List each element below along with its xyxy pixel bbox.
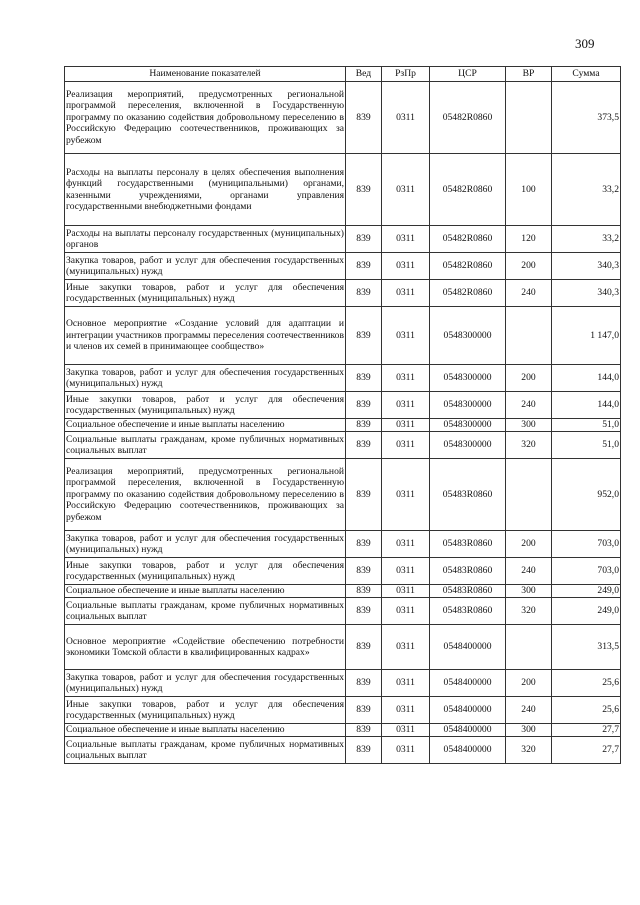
header-row (65, 67, 621, 82)
cell-vr: 200 (506, 253, 552, 280)
cell-sum: 703,0 (552, 531, 621, 558)
cell-csr: 0548400000 (430, 737, 506, 764)
header-rzpr: РзПр (382, 67, 430, 82)
cell-ved: 839 (346, 670, 382, 697)
cell-rzpr: 0311 (382, 253, 430, 280)
cell-rzpr: 0311 (382, 625, 430, 670)
cell-ved: 839 (346, 625, 382, 670)
table-row (65, 724, 621, 737)
cell-name: Иные закупки товаров, работ и услуг для обеспечения государственных (муниципальных) нужд (65, 280, 346, 307)
cell-sum: 249,0 (552, 585, 621, 598)
table-row (65, 419, 621, 432)
cell-rzpr: 0311 (382, 82, 430, 154)
table-row (65, 307, 621, 365)
cell-name: Иные закупки товаров, работ и услуг для обеспечения государственных (муниципальных) нужд (65, 558, 346, 585)
cell-vr (506, 625, 552, 670)
table-row (65, 280, 621, 307)
table-row (65, 226, 621, 253)
cell-name: Социальное обеспечение и иные выплаты населению (65, 419, 346, 432)
cell-name: Реализация мероприятий, предусмотренных региональной программой переселения, включенной в Государственную программу по оказанию содействия добровольному переселению в Российскую Федерацию соотечественников, проживающих за рубежом (65, 459, 346, 531)
table-row (65, 625, 621, 670)
cell-rzpr: 0311 (382, 585, 430, 598)
table-row (65, 558, 621, 585)
cell-sum: 33,2 (552, 154, 621, 226)
cell-name: Закупка товаров, работ и услуг для обеспечения государственных (муниципальных) нужд (65, 670, 346, 697)
cell-sum: 27,7 (552, 737, 621, 764)
cell-csr: 0548300000 (430, 419, 506, 432)
cell-csr: 0548300000 (430, 307, 506, 365)
cell-rzpr: 0311 (382, 459, 430, 531)
cell-vr: 240 (506, 280, 552, 307)
table-row (65, 598, 621, 625)
table-row (65, 392, 621, 419)
cell-sum: 373,5 (552, 82, 621, 154)
cell-csr: 05482R0860 (430, 253, 506, 280)
cell-vr: 320 (506, 737, 552, 764)
cell-ved: 839 (346, 392, 382, 419)
table-row (65, 365, 621, 392)
cell-ved: 839 (346, 307, 382, 365)
cell-vr: 300 (506, 419, 552, 432)
cell-ved: 839 (346, 419, 382, 432)
cell-sum: 25,6 (552, 697, 621, 724)
cell-rzpr: 0311 (382, 280, 430, 307)
cell-csr: 0548400000 (430, 670, 506, 697)
cell-csr: 05483R0860 (430, 585, 506, 598)
cell-rzpr: 0311 (382, 432, 430, 459)
cell-vr: 240 (506, 558, 552, 585)
cell-vr: 240 (506, 697, 552, 724)
cell-sum: 144,0 (552, 392, 621, 419)
cell-sum: 952,0 (552, 459, 621, 531)
cell-ved: 839 (346, 585, 382, 598)
cell-name: Иные закупки товаров, работ и услуг для обеспечения государственных (муниципальных) нужд (65, 392, 346, 419)
table-row (65, 737, 621, 764)
cell-ved: 839 (346, 697, 382, 724)
cell-ved: 839 (346, 82, 382, 154)
page-number: 309 (575, 36, 595, 51)
cell-vr (506, 307, 552, 365)
cell-csr: 0548400000 (430, 625, 506, 670)
cell-sum: 249,0 (552, 598, 621, 625)
header-ved: Вед (346, 67, 382, 82)
cell-name: Социальное обеспечение и иные выплаты населению (65, 585, 346, 598)
cell-rzpr: 0311 (382, 226, 430, 253)
header-csr: ЦСР (430, 67, 506, 82)
cell-csr: 05482R0860 (430, 154, 506, 226)
cell-csr: 05483R0860 (430, 459, 506, 531)
cell-rzpr: 0311 (382, 419, 430, 432)
cell-name: Социальные выплаты гражданам, кроме публичных нормативных социальных выплат (65, 598, 346, 625)
cell-sum: 27,7 (552, 724, 621, 737)
cell-vr: 200 (506, 670, 552, 697)
header-sum: Сумма (552, 67, 621, 82)
cell-vr: 320 (506, 598, 552, 625)
cell-vr: 200 (506, 365, 552, 392)
cell-ved: 839 (346, 598, 382, 625)
cell-sum: 340,3 (552, 253, 621, 280)
cell-csr: 05483R0860 (430, 598, 506, 625)
cell-rzpr: 0311 (382, 392, 430, 419)
cell-sum: 51,0 (552, 419, 621, 432)
cell-name: Основное мероприятие «Создание условий для адаптации и интеграции участников программы переселения соотечественников и членов их семей в принимающее сообщество» (65, 307, 346, 365)
cell-ved: 839 (346, 459, 382, 531)
cell-rzpr: 0311 (382, 307, 430, 365)
cell-name: Закупка товаров, работ и услуг для обеспечения государственных (муниципальных) нужд (65, 531, 346, 558)
table-row (65, 585, 621, 598)
cell-vr: 300 (506, 585, 552, 598)
table-body (65, 82, 621, 764)
cell-name: Социальные выплаты гражданам, кроме публичных нормативных социальных выплат (65, 432, 346, 459)
cell-vr: 100 (506, 154, 552, 226)
cell-csr: 0548400000 (430, 724, 506, 737)
cell-name: Расходы на выплаты персоналу государственных (муниципальных) органов (65, 226, 346, 253)
cell-vr: 240 (506, 392, 552, 419)
table-row (65, 432, 621, 459)
cell-csr: 05482R0860 (430, 82, 506, 154)
table-row (65, 531, 621, 558)
table-row (65, 697, 621, 724)
cell-rzpr: 0311 (382, 558, 430, 585)
cell-rzpr: 0311 (382, 670, 430, 697)
table-row (65, 82, 621, 154)
cell-rzpr: 0311 (382, 598, 430, 625)
cell-csr: 05482R0860 (430, 280, 506, 307)
header-vr: ВР (506, 67, 552, 82)
cell-ved: 839 (346, 432, 382, 459)
cell-name: Расходы на выплаты персоналу в целях обеспечения выполнения функций государственными (муниципальными) органами, казенными учреждениями, органами управления государственными внебюджетными фондами (65, 154, 346, 226)
budget-table (64, 66, 621, 764)
table-row (65, 253, 621, 280)
cell-ved: 839 (346, 531, 382, 558)
cell-name: Закупка товаров, работ и услуг для обеспечения государственных (муниципальных) нужд (65, 253, 346, 280)
cell-vr: 300 (506, 724, 552, 737)
cell-vr: 120 (506, 226, 552, 253)
cell-vr (506, 459, 552, 531)
cell-csr: 0548300000 (430, 365, 506, 392)
cell-name: Основное мероприятие «Содействие обеспечению потребности экономики Томской области в квалифицированных кадрах» (65, 625, 346, 670)
cell-ved: 839 (346, 558, 382, 585)
cell-vr (506, 82, 552, 154)
cell-vr: 200 (506, 531, 552, 558)
cell-ved: 839 (346, 226, 382, 253)
cell-csr: 05482R0860 (430, 226, 506, 253)
cell-name: Социальные выплаты гражданам, кроме публичных нормативных социальных выплат (65, 737, 346, 764)
cell-name: Иные закупки товаров, работ и услуг для обеспечения государственных (муниципальных) нужд (65, 697, 346, 724)
cell-ved: 839 (346, 365, 382, 392)
cell-sum: 51,0 (552, 432, 621, 459)
cell-rzpr: 0311 (382, 737, 430, 764)
cell-rzpr: 0311 (382, 365, 430, 392)
cell-sum: 33,2 (552, 226, 621, 253)
cell-vr: 320 (506, 432, 552, 459)
cell-name: Социальное обеспечение и иные выплаты населению (65, 724, 346, 737)
cell-rzpr: 0311 (382, 697, 430, 724)
cell-csr: 0548300000 (430, 432, 506, 459)
cell-rzpr: 0311 (382, 724, 430, 737)
cell-name: Реализация мероприятий, предусмотренных региональной программой переселения, включенной в Государственную программу по оказанию содействия добровольному переселению в Российскую Федерацию соотечественников, проживающих за рубежом (65, 82, 346, 154)
cell-rzpr: 0311 (382, 531, 430, 558)
cell-ved: 839 (346, 724, 382, 737)
table-row (65, 670, 621, 697)
cell-csr: 05483R0860 (430, 558, 506, 585)
table-row (65, 459, 621, 531)
cell-sum: 1 147,0 (552, 307, 621, 365)
table-row (65, 154, 621, 226)
cell-rzpr: 0311 (382, 154, 430, 226)
cell-sum: 313,5 (552, 625, 621, 670)
header-name: Наименование показателей (65, 67, 346, 82)
cell-ved: 839 (346, 253, 382, 280)
cell-ved: 839 (346, 737, 382, 764)
cell-csr: 0548300000 (430, 392, 506, 419)
table-header (65, 67, 621, 82)
cell-sum: 25,6 (552, 670, 621, 697)
cell-sum: 340,3 (552, 280, 621, 307)
cell-ved: 839 (346, 280, 382, 307)
cell-sum: 144,0 (552, 365, 621, 392)
cell-sum: 703,0 (552, 558, 621, 585)
cell-ved: 839 (346, 154, 382, 226)
cell-name: Закупка товаров, работ и услуг для обеспечения государственных (муниципальных) нужд (65, 365, 346, 392)
cell-csr: 0548400000 (430, 697, 506, 724)
cell-csr: 05483R0860 (430, 531, 506, 558)
